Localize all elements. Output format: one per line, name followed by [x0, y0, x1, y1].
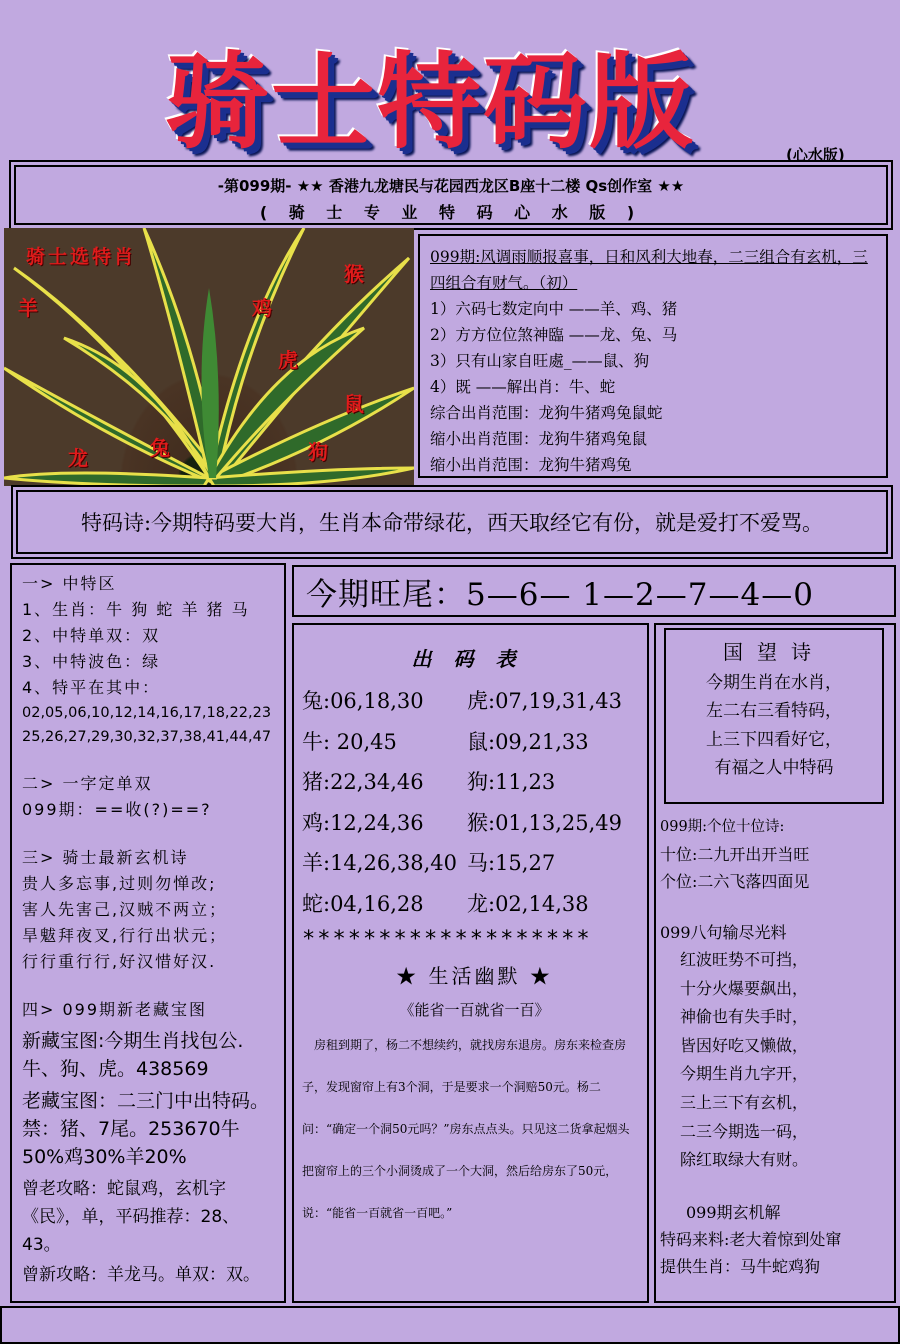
info-line: 4）既 ——解出肖：牛、蛇 — [430, 378, 616, 396]
zodiac-label: 狗 — [308, 440, 328, 464]
right-line: 099期玄机解 — [686, 1202, 781, 1222]
humor-heading: ★ 生活幽默 ★ — [396, 964, 553, 988]
code-cell: 兔:06,18,30 — [302, 689, 424, 714]
poem-line: 红波旺势不可挡， — [680, 950, 809, 969]
code-cell: 蛇:04,16,28 — [302, 891, 424, 916]
left-line: 贵人多忘事,过则勿惮改; — [22, 874, 217, 893]
zodiac-label: 猴 — [344, 262, 364, 286]
zodiac-label: 龙 — [68, 446, 88, 470]
table-row — [302, 761, 647, 802]
poem-line: 除红取绿大有财。 — [680, 1150, 809, 1170]
code-cell: 牛: 20,45 — [302, 729, 397, 754]
code-table — [292, 623, 649, 1303]
left-line: 行行重行行,好汉惜好汉. — [22, 952, 217, 971]
guowang-title: 国望诗 — [723, 640, 825, 664]
zodiac-label: 羊 — [18, 296, 38, 320]
section-heading: 二> 一字定单双 — [22, 774, 153, 793]
info-box — [418, 234, 888, 478]
table-row — [302, 883, 647, 924]
code-cell: 鸡:12,24,36 — [302, 810, 424, 835]
right-line: 提供生肖：马牛蛇鸡狗 — [660, 1256, 821, 1276]
info-line: 缩小出肖范围：龙狗牛猪鸡兔鼠 — [430, 430, 648, 448]
code-table-header: 出码表 — [411, 647, 538, 671]
story-text: 房租到期了，杨二不想续约，就找房东退房。房东来检查房子，发现窗帘上有3个洞，于是要求一个洞赔50元。杨二问：“确定一个洞50元吗？”房东点点头。只见这二货拿起烟头把窗帘上的三个小洞烫成了一个大洞，然后给房东了50元，说：“能省一百就省一百吧。” — [302, 1038, 630, 1220]
pick-label: 骑士选特肖 — [26, 246, 137, 268]
right-line: 099八句输尽光料 — [660, 923, 787, 942]
guowang-line: 左二右三看特码， — [706, 701, 842, 721]
info-head: 099期:风调雨顺报喜事，日和风利大地春，二三组合有玄机，三四组合有财气。（初） — [430, 248, 868, 292]
new-treasure-map: 新藏宝图:今期生肖找包公.牛、狗、虎。438569 — [22, 1030, 244, 1080]
zodiac-label: 虎 — [278, 348, 298, 372]
info-line: 缩小出肖范围：龙狗牛猪鸡兔 — [430, 456, 632, 474]
tail-banner: 今期旺尾：5—6— 1—2—7—4—0 — [292, 565, 896, 617]
right-line: 个位:二六飞落四面见 — [660, 872, 810, 891]
poem-line: 神偷也有失手时， — [680, 1007, 809, 1027]
left-line: 2、中特单双：双 — [22, 626, 161, 645]
code-cell: 猪:22,34,46 — [302, 770, 424, 795]
section-heading: 四> 099期新老藏宝图 — [22, 1000, 208, 1019]
poem-line: 皆因好吃又懒做， — [680, 1035, 809, 1055]
left-column — [10, 563, 286, 1303]
right-line: 特码来料:老大着惊到处窜 — [660, 1229, 842, 1249]
info-line: 3）只有山家自旺處_——鼠、狗 — [430, 352, 650, 370]
header-line-1: -第099期- ★★ 香港九龙塘民与花园西龙区B座十二楼 Qs创作室 ★★ — [217, 177, 685, 195]
right-line: 十位:二九开出开当旺 — [660, 845, 810, 864]
code-cell: 狗:11,23 — [467, 770, 556, 795]
left-line: 1、生肖：牛 狗 蛇 羊 猪 马 — [22, 600, 250, 619]
guowang-poem-box — [664, 628, 884, 804]
info-line: 1）六码七数定向中 ——羊、鸡、猪 — [430, 300, 678, 318]
code-cell: 猴:01,13,25,49 — [467, 810, 622, 835]
guowang-line: 今期生肖在水肖， — [706, 672, 842, 693]
code-cell: 龙:02,14,38 — [467, 891, 589, 916]
poem-line: 今期生肖九字开， — [680, 1064, 809, 1084]
old-treasure-map: 老藏宝图：二三门中出特码。禁：猪、7尾。253670牛50%鸡30%羊20% — [22, 1090, 270, 1168]
guowang-line: 上三下四看好它， — [706, 729, 842, 750]
left-line: 3、中特波色：绿 — [22, 652, 161, 671]
table-row — [302, 842, 647, 883]
info-line: 2）方方位位煞神臨 ——龙、兔、马 — [430, 326, 678, 344]
guowang-line: 有福之人中特码 — [714, 758, 834, 778]
section-heading: 一> 中特区 — [22, 574, 117, 593]
poem-line: 二三今期选一码， — [680, 1121, 809, 1141]
number-list: 25,26,27,29,30,32,37,38,41,44,47 — [22, 729, 272, 745]
right-text — [660, 814, 892, 1280]
code-cell: 虎:07,19,31,43 — [467, 689, 622, 714]
poem-line: 三上三下有玄机， — [680, 1092, 809, 1112]
code-cell: 鼠:09,21,33 — [467, 729, 589, 754]
left-line: 4、特平在其中： — [22, 678, 161, 697]
number-list: 02,05,06,10,12,14,16,17,18,22,23 — [22, 705, 272, 721]
zodiac-label: 兔 — [150, 436, 170, 460]
story-title: 《能省一百就省一百》 — [399, 1001, 550, 1019]
left-line: 099期：==收(?)==? — [22, 800, 212, 819]
plant-photo — [4, 228, 414, 486]
left-line: 旱魃拜夜叉,行行出状元； — [22, 926, 228, 945]
section-heading: 三> 骑士最新玄机诗 — [22, 848, 189, 867]
edition-label: (心水版) — [786, 146, 845, 164]
strategy-a: 曾老攻略：蛇鼠鸡，玄机字《民》，单，平码推荐：28、43。 — [22, 1179, 240, 1255]
header-banner — [14, 165, 888, 225]
strategy-b: 曾新攻略：羊龙马。单双：双。 — [22, 1265, 260, 1285]
info-line: 综合出肖范围：龙狗牛猪鸡兔鼠蛇 — [430, 404, 663, 422]
table-row — [302, 721, 647, 762]
left-line: 害人先害己,汉贼不两立； — [22, 900, 228, 919]
star-divider: ******************* — [302, 927, 592, 952]
page-title: 骑士特码版 — [164, 41, 695, 163]
code-cell: 羊:14,26,38,40 — [302, 851, 457, 876]
poem-banner: 特码诗:今期特码要大肖，生肖本命带绿花，西天取经它有份，就是爱打不爱骂。 — [16, 490, 888, 554]
zodiac-label: 鼠 — [344, 392, 364, 416]
bottom-strip — [0, 1306, 900, 1344]
right-line: 099期:个位十位诗: — [660, 819, 785, 835]
poem-line: 十分火爆要飙出， — [680, 978, 809, 998]
table-row — [302, 680, 647, 721]
zodiac-label: 鸡 — [252, 296, 272, 320]
table-row — [302, 802, 647, 843]
header-line-2: ( 骑 士 专 业 特 码 心 水 版 ) — [259, 203, 643, 222]
code-cell: 马:15,27 — [467, 851, 556, 876]
